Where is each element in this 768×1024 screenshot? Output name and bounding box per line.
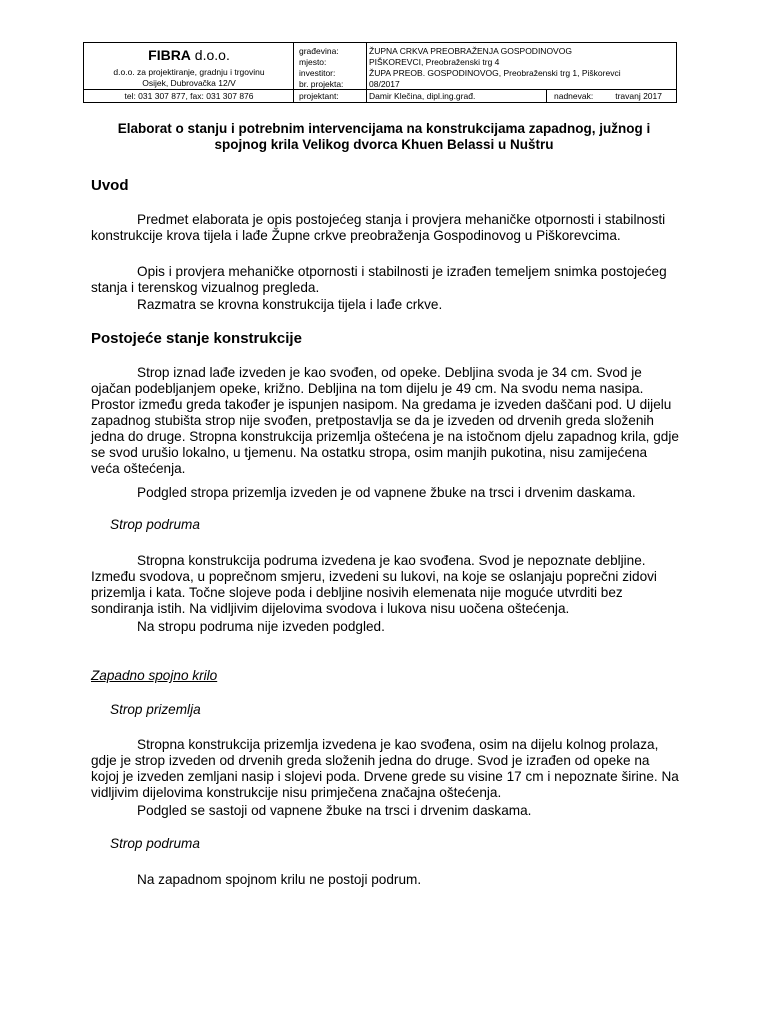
- info-value: 08/2017: [369, 79, 400, 89]
- subheading-strop-podruma: Strop podruma: [110, 517, 200, 532]
- subheading-strop-prizemlja: Strop prizemlja: [110, 702, 201, 717]
- company-activity: d.o.o. za projektiranje, gradnju i trgovinu: [113, 67, 265, 77]
- paragraph: Stropna konstrukcija podruma izvedena je kao svođena. Svod je nepoznate debljine. Između svodova, u poprečnom smjeru, izvedeni su lukovi, na koje se oslanjaju poprečni zidovi prizemlja i kata. Točne slojeve poda i debljine nosivih elemenata nije moguće utvrditi bez sondiranja istih. Na vidljivim dijelovima svodova i lukova nisu uočena oštećenja.: [91, 553, 657, 616]
- info-value: ŽUPNA CRKVA PREOBRAŽENJA GOSPODINOVOG: [369, 46, 572, 56]
- info-key: mjesto:: [299, 57, 327, 67]
- paragraph: Predmet elaborata je opis postojećeg stanja i provjera mehaničke otpornosti i stabilnosti konstrukcije krova tijela i lađe Župne crkve preobraženja Gospodinovog u Piškorevcima.: [91, 212, 666, 243]
- info-key: br. projekta:: [299, 79, 344, 89]
- info-key: investitor:: [299, 68, 336, 78]
- info-row-designer: [294, 89, 676, 102]
- date-key: nadnevak:: [554, 91, 594, 101]
- designer-key: projektant:: [299, 91, 339, 101]
- company-name: FIBRA d.o.o.: [148, 47, 230, 63]
- paragraph: Na stropu podruma nije izveden podgled.: [137, 619, 385, 634]
- info-row-location: [294, 57, 676, 67]
- company-contact: tel: 031 307 877, fax: 031 307 876: [84, 89, 294, 102]
- section-heading-uvod: Uvod: [91, 177, 129, 194]
- paragraph: Strop iznad lađe izveden je kao svođen, od opeke. Debljina svoda je 34 cm. Svod je ojačan podebljanjem opeke, križno. Debljina na tom dijelu je 49 cm. Na svodu nema nasipa. Prostor između greda također je ispunjen nasipom. Na gredama je izveden daščani pod. U dijelu zapadnog stubišta strop nije svođen, pretpostavlja se da je izveden od drvenih greda složenih jedna do druge. Stropna konstrukcija prizemlja oštećena je na istočnom djelu zapadnog krila, gdje se svod urušio lokalno, u tjemenu. Na ostatku stropa, osim manjih pukotina, nisu zamijećena veća oštećenja.: [91, 365, 679, 476]
- paragraph: Stropna konstrukcija prizemlja izvedena je kao svođena, osim na dijelu kolnog prolaza, gdje je strop izveden od drvenih greda složenih jedna do druge. Svod je izrađen od opeke na kojoj je izveden zemljani nasip i slojevi poda. Drvene grede su visine 17 cm i nepoznate širine. Na vidljivim dijelovima konstrukcije nisu primječena značajna oštećenja.: [91, 737, 679, 800]
- info-key: građevina:: [299, 46, 339, 56]
- paragraph: Podgled stropa prizemlja izveden je od vapnene žbuke na trsci i drvenim daskama.: [137, 485, 636, 500]
- paragraph: Razmatra se krovna konstrukcija tijela i lađe crkve.: [137, 297, 443, 312]
- info-value: PIŠKOREVCI, Preobraženski trg 4: [369, 57, 500, 67]
- info-row-project-number: [294, 79, 676, 89]
- info-row-investor: [294, 68, 676, 78]
- project-info: [294, 43, 676, 102]
- company-block: [84, 43, 294, 102]
- designer-value: Damir Klečina, dipl.ing.građ.: [369, 91, 476, 101]
- paragraph: Podgled se sastoji od vapnene žbuke na trsci i drvenim daskama.: [137, 803, 532, 818]
- company-description: [84, 67, 294, 89]
- paragraph: Na zapadnom spojnom krilu ne postoji podrum.: [137, 872, 422, 887]
- document-title: Elaborat o stanju i potrebnim intervencijama na konstrukcijama zapadnog, južnog i spojnog krila Velikog dvorca Khuen Belassi u Nuštru: [117, 121, 651, 152]
- title-block: [83, 42, 677, 103]
- subheading-zapadno-krilo: Zapadno spojno krilo: [91, 668, 218, 683]
- subheading-strop-podruma-2: Strop podruma: [110, 836, 200, 851]
- info-row-building: [294, 46, 676, 56]
- company-address: Osijek, Dubrovačka 12/V: [142, 78, 236, 88]
- paragraph: Opis i provjera mehaničke otpornosti i stabilnosti je izrađen temeljem snimka postojećeg stanja i terenskog vizualnog pregleda.: [91, 264, 667, 295]
- section-heading-stanje: Postojeće stanje konstrukcije: [91, 330, 302, 347]
- date-value: travanj 2017: [615, 91, 662, 101]
- info-value: ŽUPA PREOB. GOSPODINOVOG, Preobraženski trg 1, Piškorevci: [369, 68, 621, 78]
